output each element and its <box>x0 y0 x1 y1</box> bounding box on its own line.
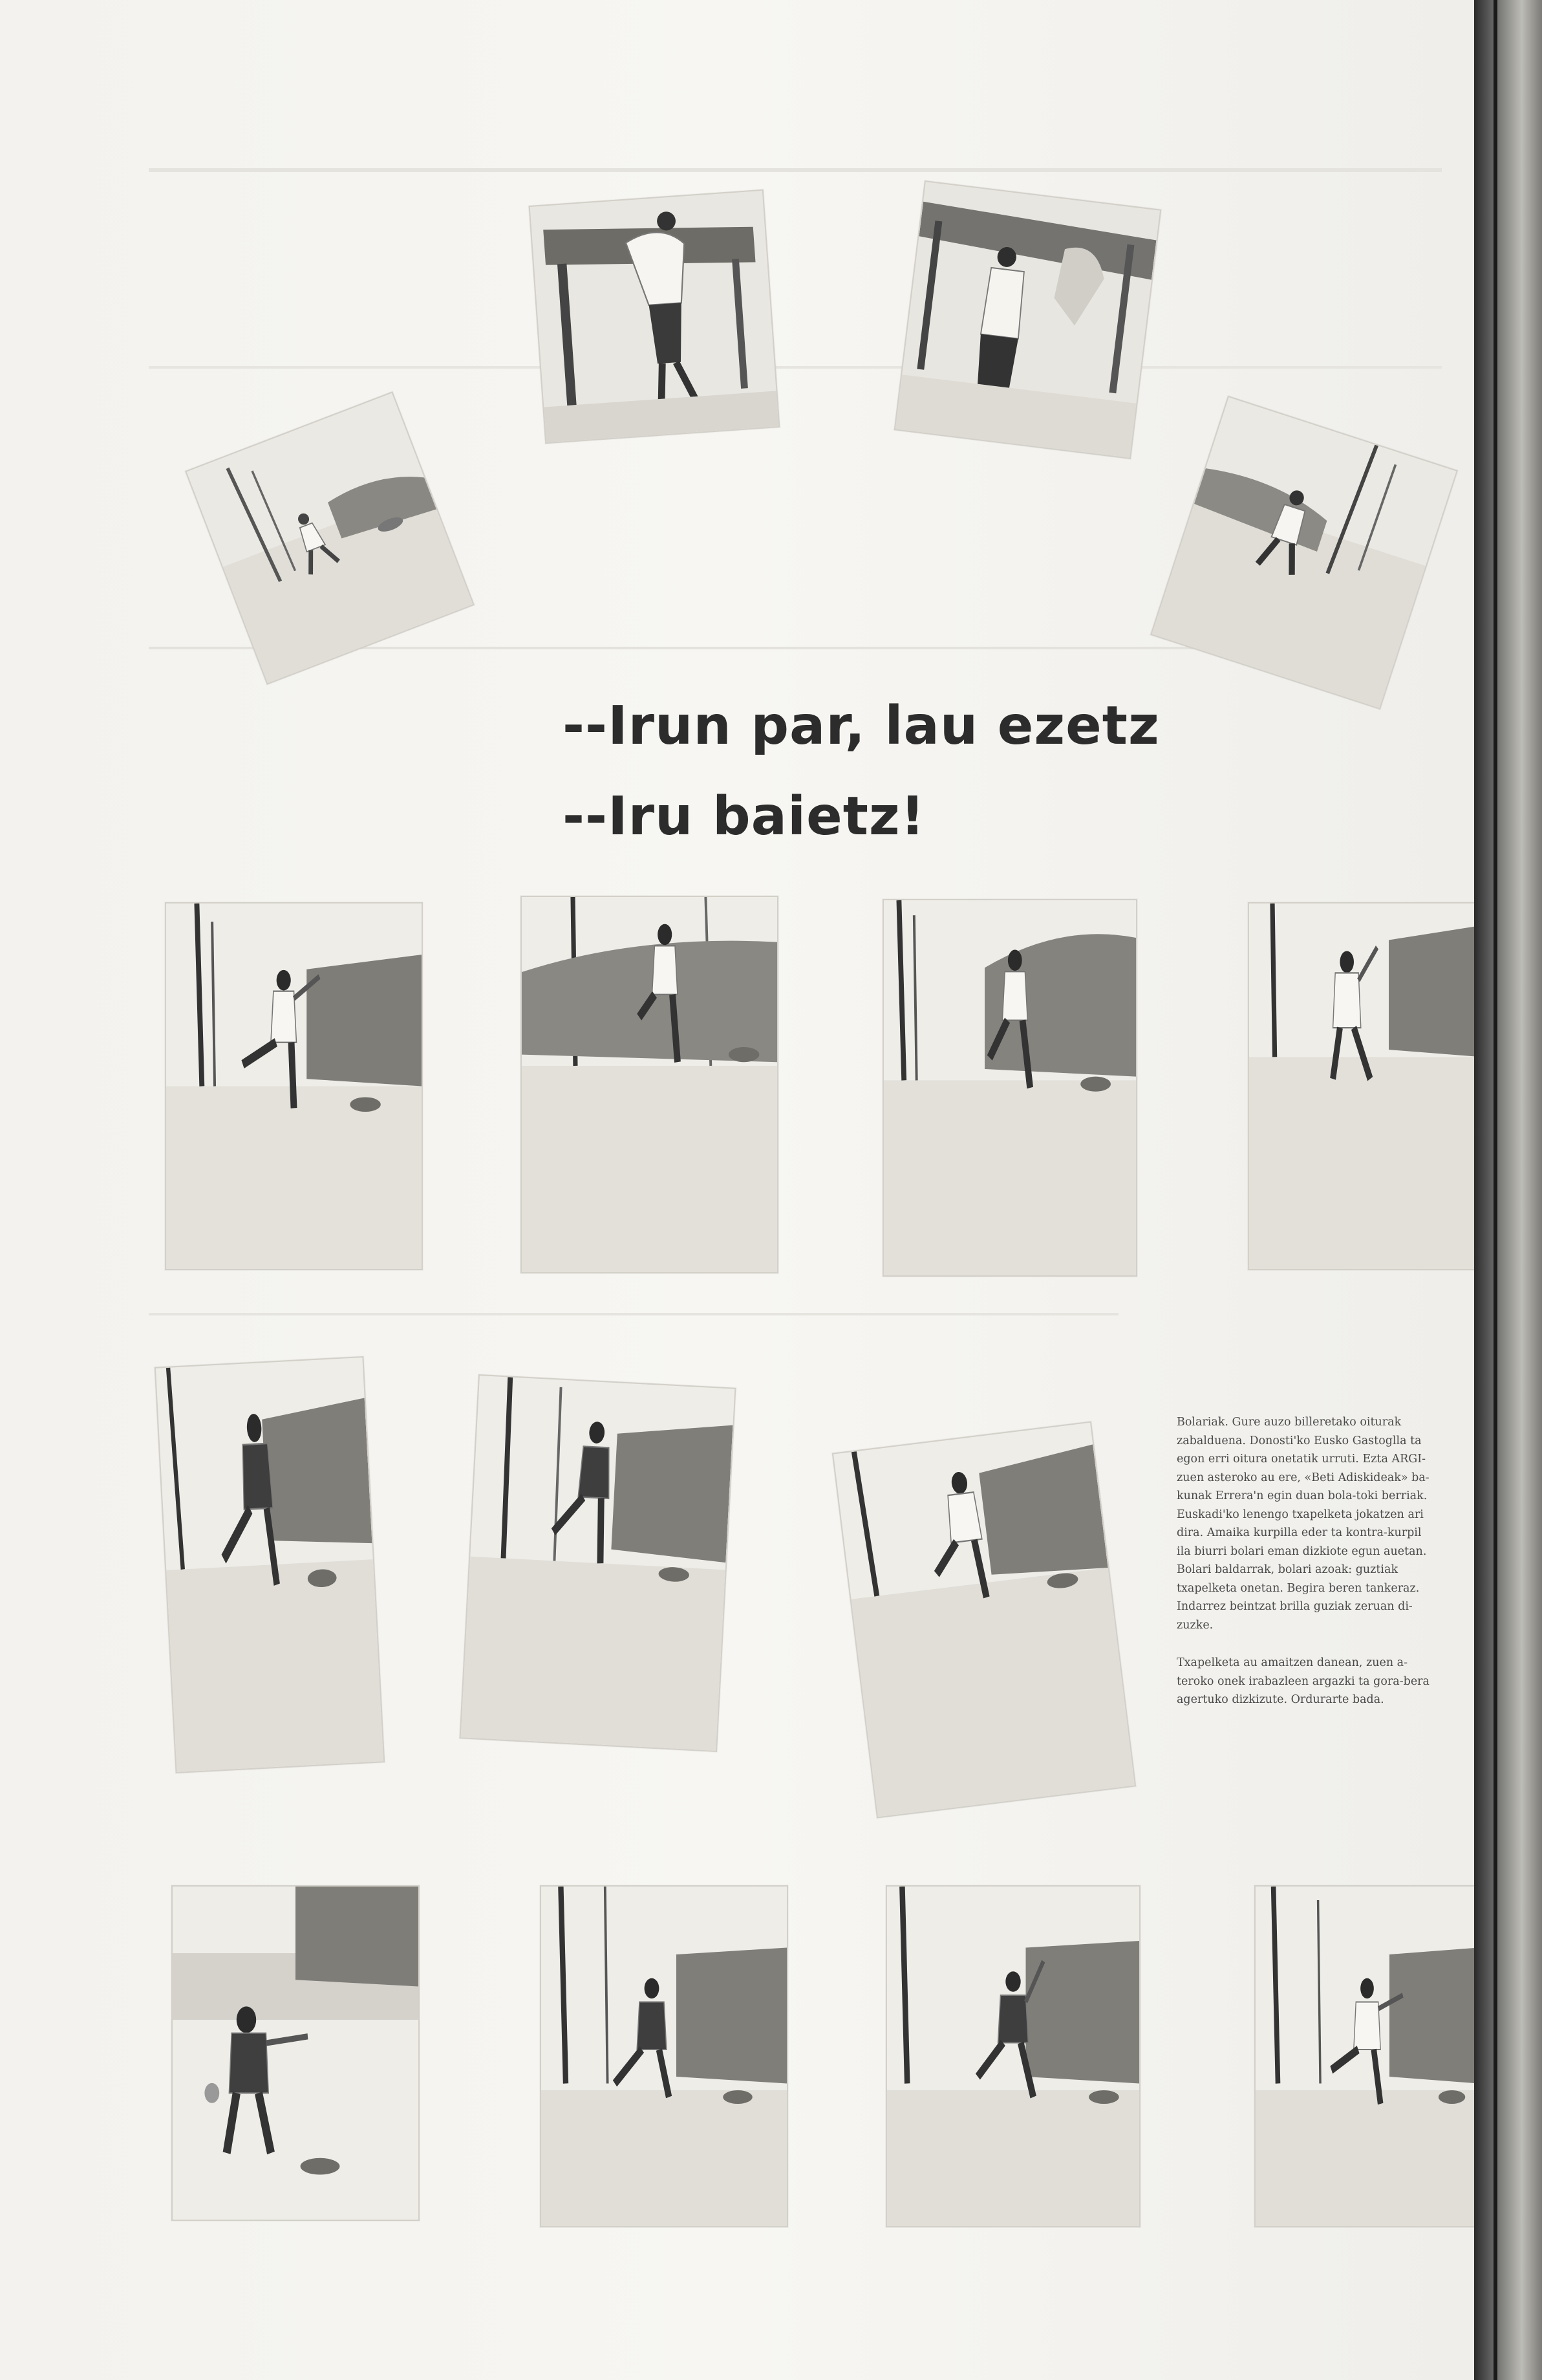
article-line: Indarrez beintzat brilla guziak zeruan di- <box>1177 1600 1413 1613</box>
article-line: Euskadi'ko lenengo txapelketa jokatzen ari <box>1177 1508 1424 1521</box>
article-line: zuzke. <box>1177 1618 1214 1632</box>
photo-top-right-player <box>1150 396 1458 710</box>
sequence-photo-row2-1 <box>155 1356 385 1773</box>
article-line: Bolari baldarrak, bolari azoak: guztiak <box>1177 1563 1398 1576</box>
article-paragraph-1 <box>1177 1413 1474 1634</box>
sequence-photo-row3-1 <box>171 1885 420 2221</box>
sequence-photo-row1-3 <box>883 899 1137 1277</box>
article-line: dira. Amaika kurpilla eder ta kontra-kurpil <box>1177 1526 1422 1539</box>
sequence-photo-row1-2 <box>520 896 778 1273</box>
bleed-through-block <box>149 168 1442 369</box>
page-fold <box>1494 0 1497 2380</box>
headline-line-2: --Iru baietz! <box>562 786 926 847</box>
sequence-photo-row2-2 <box>460 1374 736 1752</box>
article-text <box>1177 1413 1474 1709</box>
article-paragraph-2 <box>1177 1654 1474 1709</box>
photo-top-left-player <box>185 391 475 685</box>
sequence-photo-row1-1 <box>165 902 423 1270</box>
article-line: egon erri oitura onetatik urruti. Ezta ARGI- <box>1177 1453 1426 1466</box>
article-line: ila biurri bolari eman dizkiote egun auetan. <box>1177 1544 1427 1558</box>
sequence-photo-row1-4 <box>1248 902 1474 1270</box>
article-line: zabalduena. Donosti'ko Eusko Gastoglla ta <box>1177 1434 1422 1447</box>
paragraph-gap <box>1177 1634 1474 1654</box>
article-line: teroko onek irabazleen argazki ta gora-bera <box>1177 1674 1430 1688</box>
article-line: agertuko dizkizute. Ordurarte bada. <box>1177 1693 1384 1706</box>
photo-top-standing <box>894 180 1162 459</box>
headline-line-1: --Irun par, lau ezetz <box>562 695 1160 757</box>
sequence-photo-row3-3 <box>886 1885 1140 2227</box>
sequence-photo-row2-3 <box>832 1422 1136 1819</box>
article-line: zuen asteroko au ere, «Beti Adiskideak» ba- <box>1177 1471 1430 1484</box>
page-right-edge <box>1474 0 1542 2380</box>
article-line: Bolariak. Gure auzo billeretako oiturak <box>1177 1416 1402 1429</box>
article-line: Txapelketa au amaitzen danean, zuen a- <box>1177 1656 1408 1669</box>
sequence-photo-row3-4 <box>1254 1885 1474 2227</box>
article-line: kunak Errera'n egin duan bola-toki berriak. <box>1177 1489 1428 1502</box>
sequence-photo-row3-2 <box>540 1885 788 2227</box>
photo-top-climber <box>529 189 780 444</box>
article-line: txapelketa onetan. Begira beren tankeraz. <box>1177 1581 1420 1595</box>
bleed-through-block <box>149 1313 1119 1315</box>
